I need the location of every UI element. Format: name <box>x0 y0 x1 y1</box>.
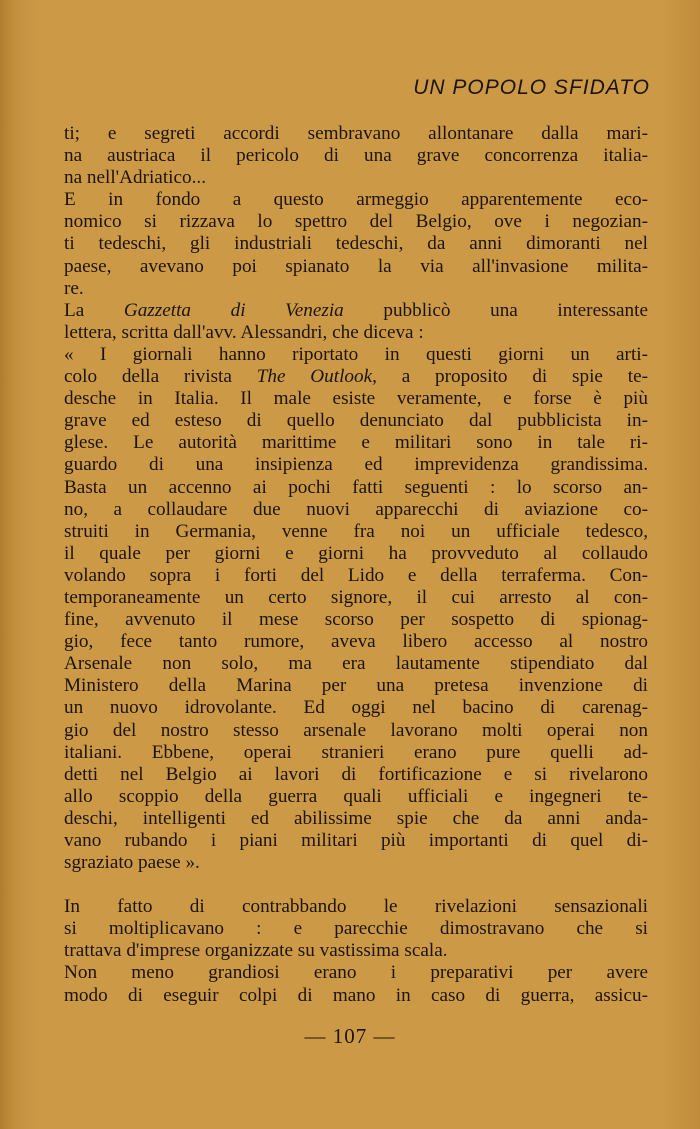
text-line: glese. Le autorità marittime e militari sono in tale ri- <box>64 432 648 454</box>
text-line: colo della rivista The Outlook, a proposito di spie te- <box>64 366 648 388</box>
text-line: no, a collaudare due nuovi apparecchi di aviazione co- <box>64 498 648 520</box>
text-line: ti; e segreti accordi sembravano allontanare dalla mari- <box>64 123 648 144</box>
text-line: temporaneamente un certo signore, il cui arresto al con- <box>64 586 648 608</box>
text-line: modo di eseguir colpi di mano in caso di guerra, assicu- <box>64 984 648 1006</box>
paragraph-gap <box>64 874 648 896</box>
text-line: « I giornali hanno riportato in questi giorni un arti- <box>64 343 648 365</box>
text-line: lettera, scritta dall'avv. Alessandri, che diceva : <box>64 321 424 343</box>
text-line: In fatto di contrabbando le rivelazioni sensazionali <box>64 896 648 918</box>
text-line: sgraziato paese ». <box>64 852 200 874</box>
text-line: deschi, intelligenti ed abilissime spie che da anni anda- <box>64 807 648 829</box>
text-line: italiani. Ebbene, operai stranieri erano pure quelli ad- <box>64 741 648 763</box>
text-line: nomico si rizzava lo spettro del Belgio, ove i negozian- <box>64 211 648 233</box>
text-line: detti nel Belgio ai lavori di fortificazione e si rivelarono <box>64 763 648 785</box>
text-line: un nuovo idrovolante. Ed oggi nel bacino di carenag- <box>64 697 648 719</box>
text-line: gio del nostro stesso arsenale lavorano molti operai non <box>64 719 648 741</box>
text-line: vano rubando i piani militari più importanti di quel di- <box>64 830 648 851</box>
text-line: si moltiplicavano : e parecchie dimostravano che si <box>64 918 648 940</box>
text-line: Non meno grandiosi erano i preparativi per avere <box>64 962 648 984</box>
text-line: La Gazzetta di Venezia pubblicò una interessante <box>64 299 648 321</box>
text-line: re. <box>64 277 84 299</box>
text-line: ti tedeschi, gli industriali tedeschi, da anni dimoranti nel <box>64 233 648 255</box>
text-line: il quale per giorni e giorni ha provveduto al collaudo <box>64 542 648 564</box>
text-line: struiti in Germania, venne fra noi un ufficiale tedesco, <box>64 520 648 542</box>
text-line: na austriaca il pericolo di una grave concorrenza italia- <box>64 145 648 167</box>
running-header: UN POPOLO SFIDATO <box>413 76 650 99</box>
text-line: volando sopra i forti del Lido e della terraferma. Con- <box>64 564 648 586</box>
page-number: — 107 — <box>304 1024 396 1048</box>
text-line: Basta un accenno ai pochi fatti seguenti : lo scorso an- <box>64 476 648 498</box>
page-body-text <box>64 123 648 1007</box>
text-line: E in fondo a questo armeggio apparentemente eco- <box>64 189 648 211</box>
text-line: fine, avvenuto il mese scorso per sospetto di spionag- <box>64 609 648 631</box>
text-line: gio, fece tanto rumore, aveva libero accesso al nostro <box>64 631 648 653</box>
text-line: Arsenale non solo, ma era lautamente stipendiato dal <box>64 653 648 675</box>
text-line: guardo di una insipienza ed imprevidenza grandissima. <box>64 454 648 476</box>
text-line: allo scoppio della guerra quali ufficiali e ingegneri te- <box>64 785 648 807</box>
text-line: desche in Italia. Il male esiste veramente, e forse è più <box>64 388 648 410</box>
text-line: grave ed esteso di quello denunciato dal pubblicista in- <box>64 410 648 432</box>
text-line: trattava d'imprese organizzate su vastissima scala. <box>64 940 448 962</box>
text-line: Ministero della Marina per una pretesa invenzione di <box>64 675 648 697</box>
text-line: paese, avevano poi spianato la via all'invasione milita- <box>64 255 648 277</box>
text-line: na nell'Adriatico... <box>64 167 206 189</box>
